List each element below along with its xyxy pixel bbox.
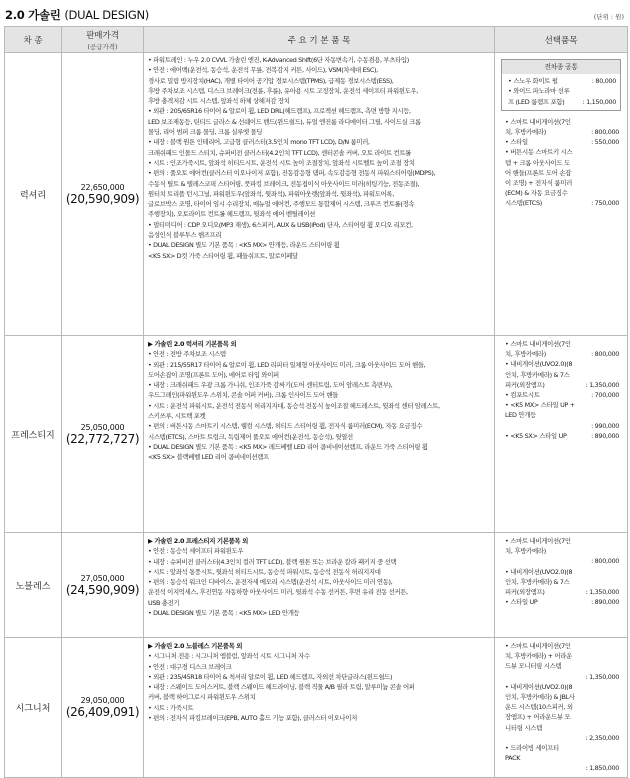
supply-price: (22,772,727): [65, 431, 140, 446]
sale-price: 25,050,000: [80, 422, 125, 432]
page-title: [5, 7, 149, 23]
header-options: 선택품목: [495, 27, 628, 53]
feature-line: • 내장 : 슈퍼비전 클러스터(4.3인치 컬러 TFT LCD), 블랙 원톤 또는 브라운 칼라 패키지 중 선택: [148, 557, 397, 566]
features-cell: [144, 533, 495, 638]
option-name: • <K5 MX> 스타일 UP + LED 안개등: [505, 401, 575, 420]
sale-price: 29,050,000: [80, 695, 125, 705]
option-name: • 내비게이션(UVO2.0)(8인치, 후방카메라) & JBL사운드 시스템(10스피커, 외장앰프) + 어라운드뷰 모니터링 시스템: [505, 682, 575, 732]
feature-line: 경사로 밀림 방지장치(HAC), 개별 타이어 공기압 경보시스템(TPMS), 급제동 경보시스템(ESS),: [148, 76, 394, 85]
feature-line: 크래쉬패드 인몰드 스티치, 슈퍼비전 클러스터(4.2인치 TFT LCD), 센터콘솔 커버, 오토 라이트 컨트롤: [148, 148, 411, 157]
table-row: [5, 53, 628, 336]
option-name: • 스마트 내비게이션(7인치, 후방카메라): [505, 117, 571, 137]
option-name: • 내비게이션(UVO2.0)(8인치, 후방카메라) & 7스피커(외장앰프): [505, 567, 573, 597]
header-price: [62, 27, 144, 53]
price-cell: [62, 533, 144, 638]
common-options-box: [501, 59, 621, 111]
option-price: : 800,000: [591, 128, 619, 137]
features-cell: [144, 336, 495, 533]
common-options-title: 전차종 공통: [502, 60, 620, 74]
option-item: [499, 400, 623, 431]
header-trim: 차 종: [5, 27, 62, 53]
option-price: : 800,000: [591, 557, 619, 566]
feature-line: • DUAL DESIGN 별도 기본 품목 : <K5 MX> 안개등, 라운드 스티어링 휠: [148, 241, 340, 250]
option-item: [499, 390, 623, 400]
feature-line: 몰딩, 리어 범퍼 크롬 몰딩, 크롬 실루엣 몰딩: [148, 128, 263, 137]
inherit-note: ▶ 가솔린 2.0 노블레스 기본품목 외: [148, 642, 243, 650]
feature-line: • 외관 : 215/55R17 타이어 & 알로이 휠, LED 리피터 일체형 아웃사이드 미러, 크롬 아웃사이드 도어 핸들,: [148, 360, 426, 369]
header-price-sub: (공급가격): [87, 42, 118, 51]
feature-line: • 편의 : 풀오토 에어컨(클러스터 이오나이저 포함), 진동감응형 댐퍼, 속도감응형 전동식 파워스티어링(MDPS),: [148, 169, 436, 178]
supply-price: (20,590,909): [65, 191, 140, 206]
features-cell: [144, 53, 495, 336]
feature-line: 원터치 트리플 턴시그널, 파워윈도우(앞좌석, 뒷좌석), 파워아웃렛(앞좌석, 뒷좌석), 파워도어록,: [148, 189, 394, 198]
header-price-label: 판매가격: [86, 30, 119, 41]
feature-line: <K5 SX> D컷 가죽 스티어링 휠, 패들쉬프트, 알로이페달: [148, 251, 298, 260]
feature-line: 운전석 이지억세스, 후진연동 자동하향 아웃사이드 미러, 뒷좌석 수동 선커튼, 후면 유리 전동 선커튼,: [148, 588, 408, 597]
option-name: • 내비게이션(UVO2.0)(8인치, 후방카메라) & 7스피커(외장앰프): [505, 360, 573, 389]
feature-line: • 외관 : 205/65R16 타이어 & 알로이 휠, LED DRL(헤드램프), 프로젝션 헤드램프, 측면 방향 지시등,: [148, 107, 411, 116]
feature-line: 음성인식 블루투스 핸즈프리: [148, 231, 222, 240]
option-item: [499, 682, 623, 743]
option-item: [502, 86, 620, 106]
option-item: [499, 431, 623, 441]
title-design: (DUAL DESIGN): [64, 8, 149, 22]
option-item: [502, 76, 620, 86]
option-item: [499, 117, 623, 137]
feature-line: 수동식 틸트 & 텔레스코픽 스티어링, 풋파킹 브레이크, 전동접이식 아웃사이드 미러(히팅기능, 전동조절),: [148, 179, 420, 188]
page-header: [0, 0, 630, 28]
option-item: [499, 536, 623, 567]
feature-line: 시스템(ETCS), 스마트 트렁크, 독립제어 풀오토 에어컨(운전석, 동승석), 뒷열선: [148, 432, 353, 441]
price-cell: [62, 638, 144, 778]
feature-line: • 안전 : 동승석 세이프티 파워윈도우: [148, 547, 244, 556]
supply-price: (26,409,091): [65, 704, 140, 719]
feature-line: • DUAL DESIGN 별도 기본 품목 : <K5 MX> 레드베벨 LED 리어 콤비네이션램프, 라운드 가죽 스티어링 휠: [148, 442, 428, 451]
option-item: [499, 339, 623, 359]
feature-line: 커버, 블랙 하이그로시 파워윈도우 스위치: [148, 693, 256, 702]
option-item: [499, 567, 623, 598]
option-price: : 890,000: [591, 598, 619, 607]
option-name: • 버튼시동 스마트키 시스템 + 크롬 아웃사이드 도어 핸들(프론트 도어 손잡이 조명) + 전자식 룸미러(ECM) & 자동 요금징수 시스템(ETCS): [505, 148, 573, 208]
options-cell: [495, 533, 628, 638]
feature-line: • 파워트레인 : 누우 2.0 CVVL 가솔린 엔진, K-Advanced Shift(6단 자동변속기, 수동겸용, 부츠타입): [148, 56, 409, 64]
feature-line: • 시트 : 가죽시트: [148, 703, 194, 712]
price-table: [4, 26, 628, 778]
feature-line: 주행장치), 오토라이트 컨트롤 헤드램프, 뒷좌석 에어 벤틸레이션: [148, 210, 316, 219]
option-name: • 드라이빙 세이프티 PACK: [505, 744, 559, 763]
feature-line: • 시트 : 인조가죽시트, 앞좌석 히티드시트, 운전석 시트 높이 조절장치, 앞좌석 시트벨트 높이 조절 장치: [148, 158, 415, 167]
option-name: • 스마트 내비게이션(7인치, 후방카메라): [505, 340, 571, 359]
feature-line: 도어손잡이 조명(프론트 도어), 에어로 타입 와이퍼: [148, 370, 279, 379]
feature-line: 후방 주차보조 시스템, 디스크 브레이크(전륜, 후륜), 유아용 시트 고정장치, 운전석 세이프티 파워윈도우,: [148, 86, 418, 95]
option-name: • 스노우 화이트 펄: [508, 77, 558, 86]
inherit-note: ▶ 가솔린 2.0 럭셔리 기본품목 외: [148, 340, 237, 348]
trim-name: 시그니처: [5, 638, 62, 778]
feature-line: • 시그니처 전용 : 시그니처 엠블럼, 앞좌석 시트 시그니처 자수: [148, 652, 310, 661]
table-row: [5, 336, 628, 533]
feature-line: USB 충전기: [148, 598, 180, 607]
options-cell: [495, 638, 628, 778]
option-item: [499, 641, 623, 682]
title-model: 2.0 가솔린: [5, 8, 61, 22]
header-features: 주 요 기 본 품 목: [144, 27, 495, 53]
option-item: [499, 743, 623, 774]
option-price: : 2,350,000: [585, 733, 619, 742]
option-item: [499, 147, 623, 208]
feature-line: • DUAL DESIGN 별도 기본 품목 : <K5 MX> LED 안개등: [148, 609, 300, 618]
sale-price: 22,650,000: [80, 182, 125, 192]
trim-name: 럭셔리: [5, 53, 62, 336]
option-name: • 스타일: [505, 138, 528, 147]
option-item: [499, 597, 623, 607]
option-price: : 550,000: [591, 138, 619, 147]
option-name: • 스마트 내비게이션(7인치, 후방카메라) + 어라운드뷰 모니터링 시스템: [505, 642, 573, 671]
feature-line: LED 보조제동등, 틴티드 글라스 & 선쉐이드 밴드(윈드쉴드), 듀얼 엔진룸 라디에이터 그릴, 사이드실 크롬: [148, 117, 421, 126]
option-name: • 와이드 파노라마 선루프 (LED 룸램프 포함): [508, 87, 570, 106]
option-name: • 스마트 내비게이션(7인치, 후방카메라): [505, 537, 571, 556]
feature-line: • 안전 : 대구경 디스크 브레이크: [148, 662, 232, 671]
options-cell: [495, 53, 628, 336]
feature-line: • 외관 : 235/45R18 타이어 & 척셔리 알로이 휠, LED 헤드램프, 자외선 차단글라스(윈드쉴드): [148, 672, 393, 681]
price-cell: [62, 53, 144, 336]
options-cell: [495, 336, 628, 533]
price-cell: [62, 336, 144, 533]
option-price: : 1,350,000: [585, 380, 619, 389]
feature-line: • 내장 : 스웨이드 도어스커트, 블랙 스웨이드 헤드라이닝, 블랙 직물 A/B 필라 트림, 알루미늄 콘솔 어퍼: [148, 683, 415, 692]
option-price: : 1,150,000: [582, 97, 616, 106]
option-name: • 스타일 UP: [505, 598, 538, 607]
option-price: : 1,350,000: [585, 588, 619, 597]
feature-line: • 안전 : 에어백(운전석, 동승석, 운전석 무릎, 전복감지 커튼, 사이드), VSM(차세대 ESC),: [148, 66, 378, 75]
table-header-row: [5, 27, 628, 53]
option-name: • 컴포트시트: [505, 391, 540, 400]
feature-line: • 안전 : 전방 주차보조 시스템: [148, 350, 226, 359]
supply-price: (24,590,909): [65, 582, 140, 597]
option-name: • <K5 SX> 스타일 UP: [505, 431, 567, 440]
sale-price: 27,050,000: [80, 573, 125, 583]
option-price: : 750,000: [591, 199, 619, 208]
feature-line: • 편의 : 동승석 워크인 디바이스, 운전자세 메모리 시스템(운전석 시트, 아웃사이드 미러 연동),: [148, 578, 393, 587]
feature-line: • 시트 : 앞좌석 통풍시트, 뒷좌석 히티드시트, 동승석 파워시트, 동승석 전동식 허리지지대: [148, 567, 381, 576]
inherit-note: ▶ 가솔린 2.0 프레스티지 기본품목 외: [148, 537, 248, 545]
option-price: : 1,350,000: [585, 672, 619, 681]
option-price: : 990,000: [591, 421, 619, 430]
feature-line: 우드그레인(파워윈도우 스위치, 콘솔 어퍼 커버), 크롬 인사이드 도어 핸들: [148, 391, 338, 400]
option-item: [499, 359, 623, 390]
feature-line: 후방 충격저감 시트 시스템, 앞좌석 하체 상해저감 장치: [148, 97, 290, 106]
option-price: : 700,000: [591, 391, 619, 400]
unit-note: (단위 : 원): [593, 13, 624, 21]
feature-line: • 편의 : 전자식 파킹브레이크(EPB, AUTO 홀드 기능 포함), 클러스터 이오나이저: [148, 714, 357, 723]
features-cell: [144, 638, 495, 778]
option-price: : 80,000: [591, 77, 616, 86]
feature-line: • 멀티미디어 : CDP 오디오(MP3 재생), 6스피커, AUX & USB(iPod) 단자, 스티어링 휠 오디오 리모컨,: [148, 220, 413, 229]
table-row: [5, 638, 628, 778]
trim-name: 프레스티지: [5, 336, 62, 533]
feature-line: 스키쓰루, 시트백 포켓: [148, 412, 206, 421]
feature-line: • 편의 : 버튼시동 스마트키 시스템, 웰컴 시스템, 히티드 스티어링 휠, 전자식 룸미러(ECM), 자동 요금징수: [148, 422, 423, 431]
feature-line: <K5 SX> 블랙베벨 LED 리어 콤비네이션램프: [148, 453, 269, 462]
option-item: [499, 137, 623, 147]
feature-line: • 시트 : 운전석 파워시트, 운전석 전동식 허리지지대, 동승석 전동식 높이조절 헤드레스트, 뒷좌석 센터 암레스트,: [148, 401, 440, 410]
option-price: : 800,000: [591, 350, 619, 359]
feature-line: 글로브박스 조명, 타이어 임시 수리장치, 매뉴얼 에어컨, 주행모드 통합제어 시스템, 크루즈 컨트롤(정속: [148, 200, 415, 209]
feature-line: • 내장 : 크래쉬패드 우광 크롬 가니쉬, 인조가죽 감싸기(도어 센터트림, 도어 암레스트 측면부),: [148, 381, 393, 390]
feature-line: • 내장 : 블랙 원톤 인테리어, 고급형 클러스터(3.5인치 mono TFT LCD), D/N 룸미러,: [148, 138, 370, 147]
trim-name: 노블레스: [5, 533, 62, 638]
option-price: : 1,850,000: [585, 764, 619, 773]
table-row: [5, 533, 628, 638]
option-price: : 890,000: [591, 431, 619, 440]
